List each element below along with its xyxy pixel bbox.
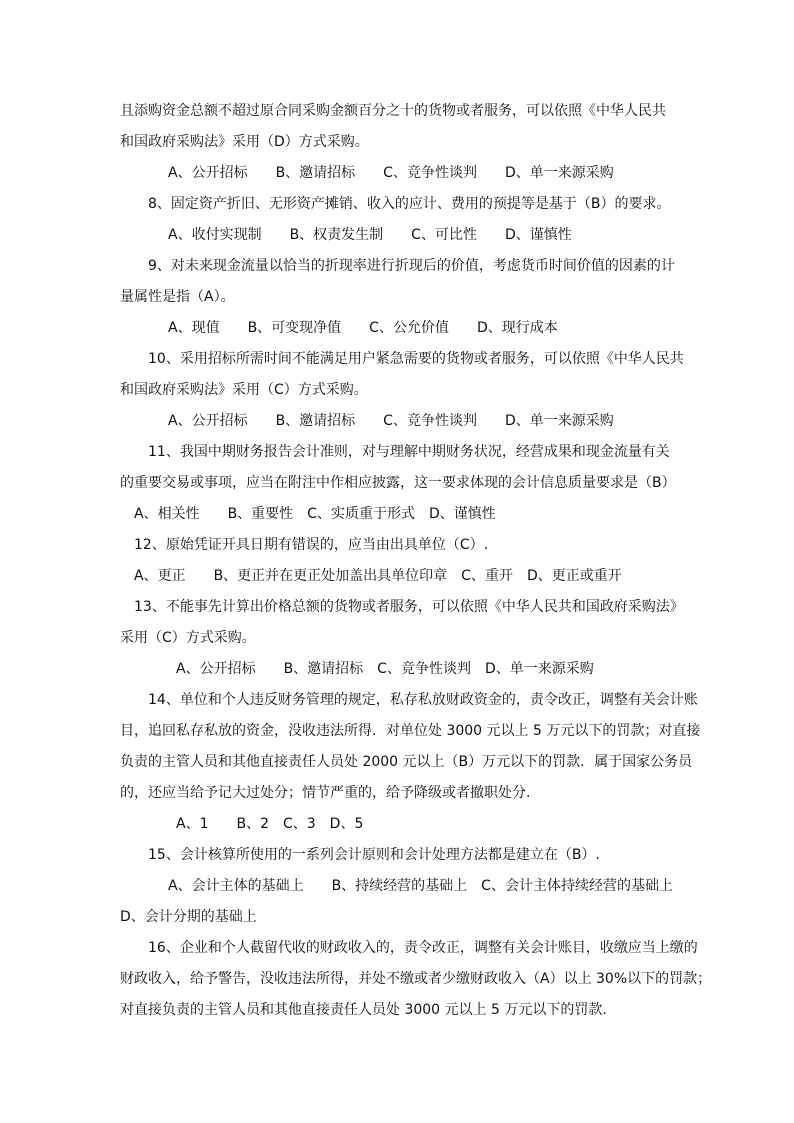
- option-line: A、公开招标 B、邀请招标 C、竞争性谈判 D、单一来源采购: [176, 661, 594, 677]
- text-line: 采用（C）方式采购。: [120, 630, 256, 646]
- question-line: 9、对未来现金流量以恰当的折现率进行折现后的价值，考虑货币时间价值的因素的计: [148, 258, 675, 274]
- option-line: A、更正 B、更正并在更正处加盖出具单位印章 C、重开 D、更正或重开: [134, 568, 622, 584]
- option-line: A、现值 B、可变现净值 C、公允价值 D、现行成本: [168, 320, 558, 336]
- option-line: A、公开招标 B、邀请招标 C、竞争性谈判 D、单一来源采购: [168, 413, 614, 429]
- text-line: 财政收入，给予警告，没收违法所得，并处不缴或者少缴财政收入（A）以上 30%以下的罚款；: [120, 971, 712, 987]
- question-line: 11、我国中期财务报告会计准则，对与理解中期财务状况，经营成果和现金流量有关: [148, 444, 670, 460]
- option-line: A、收付实现制 B、权责发生制 C、可比性 D、谨慎性: [168, 227, 572, 243]
- option-line: A、1 B、2 C、3 D、5: [176, 816, 364, 832]
- question-line: 12、原始凭证开具日期有错误的，应当由出具单位（C）.: [134, 537, 489, 553]
- text-line: 的，还应当给予记大过处分；情节严重的，给予降级或者撤职处分.: [120, 785, 531, 801]
- question-line: 14、单位和个人违反财务管理的规定，私存私放财政资金的，责令改正，调整有关会计账: [148, 692, 698, 708]
- text-line: 的重要交易或事项，应当在附注中作相应披露，这一要求体现的会计信息质量要求是（B）: [120, 475, 676, 491]
- document-body: [120, 96, 712, 1026]
- question-line: 8、固定资产折旧、无形资产摊销、收入的应计、费用的预提等是基于（B）的要求。: [148, 196, 671, 212]
- question-line: 15、会计核算所使用的一系列会计原则和会计处理方法都是建立在（B）.: [148, 847, 600, 863]
- text-line: 和国政府采购法》采用（D）方式采购。: [120, 134, 369, 150]
- question-line: 10、采用招标所需时间不能满足用户紧急需要的货物或者服务，可以依照《中华人民共: [148, 351, 684, 367]
- text-line: 负责的主管人员和其他直接责任人员处 2000 元以上（B）万元以下的罚款．属于国家公务员: [120, 754, 693, 770]
- text-line: 和国政府采购法》采用（C）方式采购。: [120, 382, 368, 398]
- text-line: 目，追回私存私放的资金，没收违法所得．对单位处 3000 元以上 5 万元以下的罚款；对直接: [120, 723, 701, 739]
- text-line: D、会计分期的基础上: [120, 909, 257, 925]
- question-line: 13、不能事先计算出价格总额的货物或者服务，可以依照《中华人民共和国政府采购法》: [134, 599, 684, 615]
- text-line: 对直接负责的主管人员和其他直接责任人员处 3000 元以上 5 万元以下的罚款.: [120, 1002, 607, 1018]
- option-line: A、会计主体的基础上 B、持续经营的基础上 C、会计主体持续经营的基础上: [168, 878, 673, 894]
- option-line: A、公开招标 B、邀请招标 C、竞争性谈判 D、单一来源采购: [168, 165, 614, 181]
- text-line: 量属性是指（A）。: [120, 289, 235, 305]
- option-line: A、相关性 B、重要性 C、实质重于形式 D、谨慎性: [134, 506, 496, 522]
- text-line: 且添购资金总额不超过原合同采购金额百分之十的货物或者服务，可以依照《中华人民共: [120, 103, 666, 119]
- question-line: 16、企业和个人截留代收的财政收入的，责令改正，调整有关会计账目，收缴应当上缴的: [148, 940, 698, 956]
